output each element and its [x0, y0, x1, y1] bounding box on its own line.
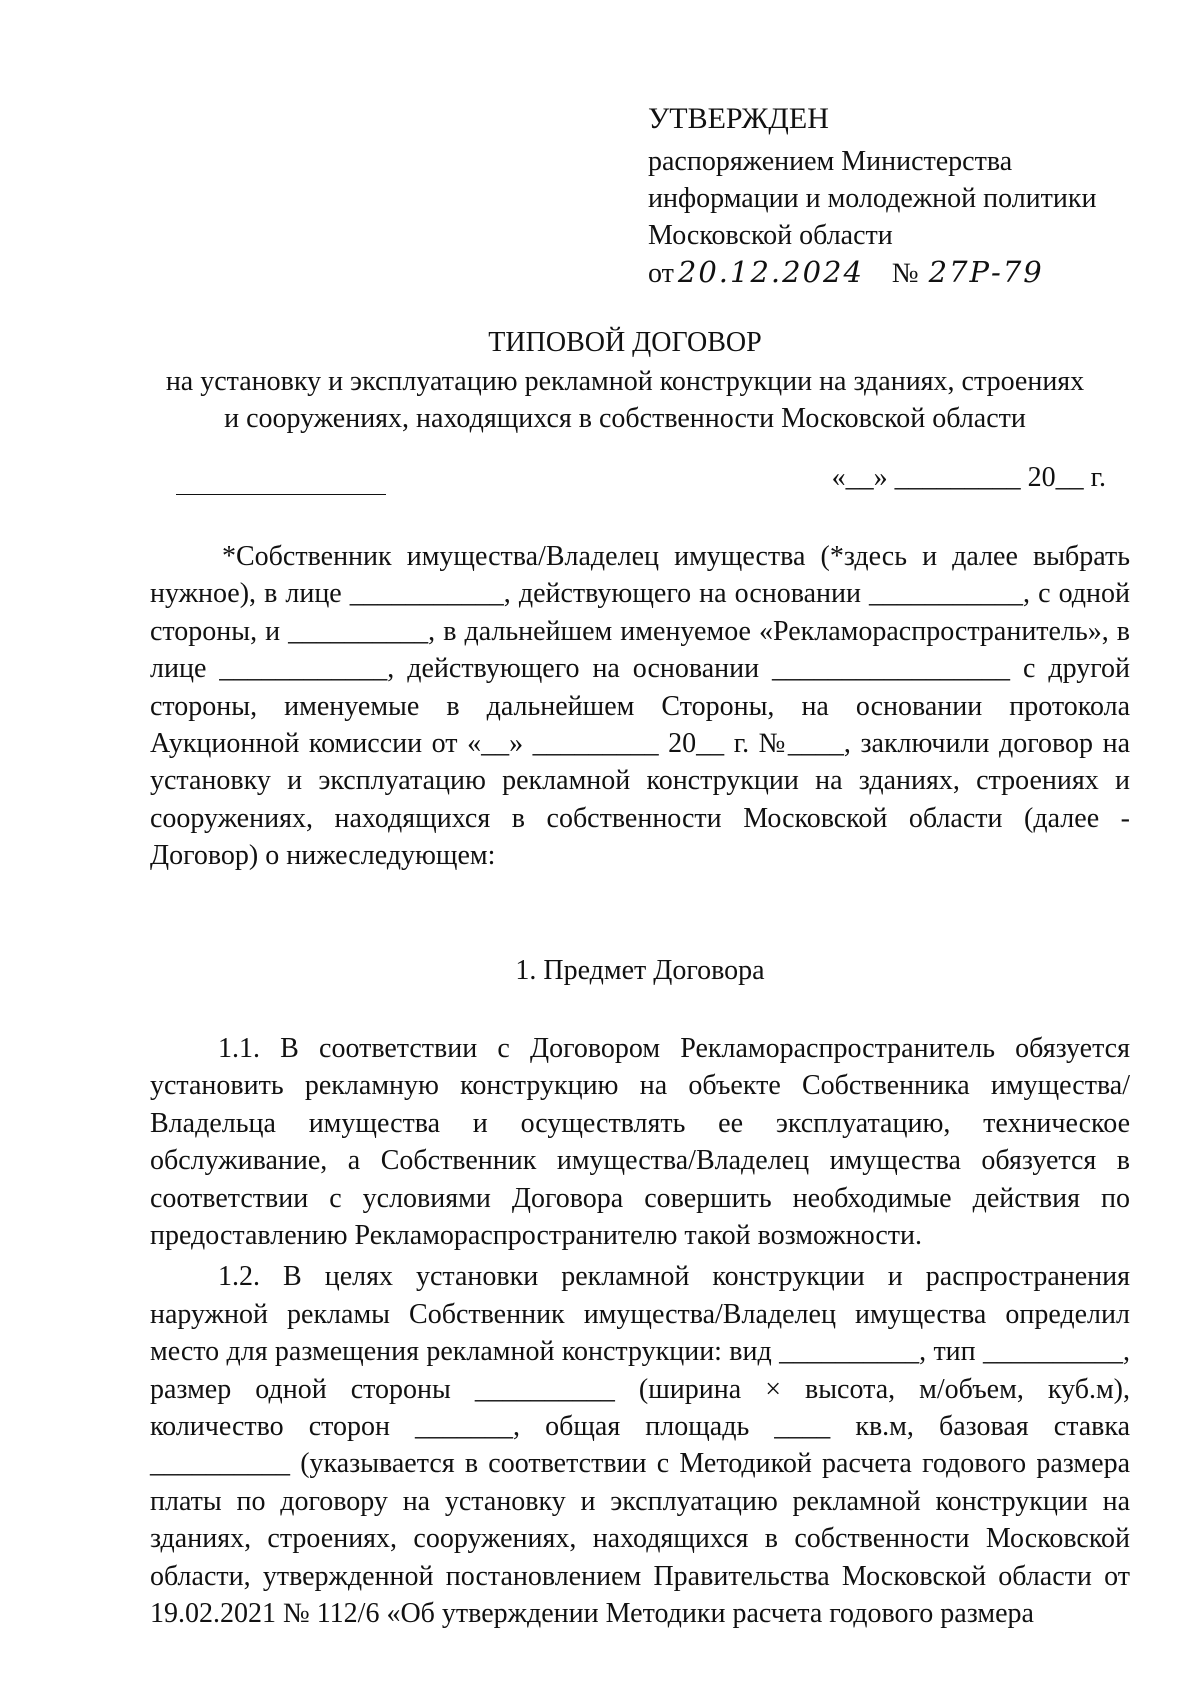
section-1-body — [150, 1030, 1130, 1633]
preamble-paragraph: *Собственник имущества/Владелец имущества (*здесь и далее выбрать нужное), в лице ___________, действующего на основании ___________, с одной стороны, и __________, в дальнейшем именуемое «Рекламораспространитель», в лице ____________, действующего на основании _________________ с другой стороны, именуемые в дальнейшем Стороны, на основании протокола Аукционной комиссии от «__» _________ 20__ г. №____, заключили договор на установку и эксплуатацию рекламной конструкции на зданиях, строениях и сооружениях, находящихся в собственности Московской области (далее - Договор) о нижеследующем: — [150, 541, 1130, 872]
approval-number-sign: № — [891, 258, 919, 289]
approval-date-line — [648, 254, 1096, 292]
contract-date-blank: «__» _________ 20__ г. — [831, 462, 1106, 493]
preamble — [150, 538, 1130, 875]
approval-date-prefix: от — [648, 258, 674, 289]
approval-handwritten-number: 27Р-79 — [928, 255, 1044, 289]
approval-heading: УТВЕРЖДЕН — [648, 102, 829, 135]
place-date-row — [176, 462, 1106, 500]
clause-1-1: 1.1. В соответствии с Договором Рекламораспространитель обязуется установить рекламную конструкцию на объекте Собственника имущества/Владельца имущества и осуществлять ее эксплуатацию, техническое обслуживание, а Собственник имущества/Владелец имущества обязуется в соответствии с условиями Договора совершить необходимые действия по предоставлению Рекламораспространителю такой возможности. — [150, 1033, 1130, 1252]
section-1-heading: 1. Предмет Договора — [515, 955, 765, 986]
contract-title-block — [150, 324, 1100, 437]
clause-1-2: 1.2. В целях установки рекламной конструкции и распространения наружной рекламы Собственник имущества/Владелец имущества определил место для размещения рекламной конструкции: вид __________, тип __________, размер одной стороны __________ (ширина × высота, м/объем, куб.м), количество сторон _______, общая площадь ____ кв.м, базовая ставка __________ (указывается в соответствии с Методикой расчета годового размера платы по договору на установку и эксплуатацию рекламной конструкции на зданиях, строениях, сооружениях, находящихся в собственности Московской области, утвержденной постановлением Правительства Московской области от 19.02.2021 № 112/6 «Об утверждении Методики расчета годового размера — [150, 1261, 1130, 1630]
place-blank-line — [176, 494, 386, 495]
approval-line-3: Московской области — [648, 220, 893, 251]
approval-handwritten-date: 20.12.2024 — [677, 255, 864, 289]
approval-stamp-block — [648, 100, 1096, 292]
contract-title: ТИПОВОЙ ДОГОВОР — [488, 327, 762, 358]
contract-subtitle-line-1: на установку и эксплуатацию рекламной конструкции на зданиях, строениях — [165, 366, 1085, 397]
approval-line-1: распоряжением Министерства — [648, 146, 1013, 177]
contract-subtitle-line-2: и сооружениях, находящихся в собственности Московской области — [224, 403, 1026, 434]
approval-line-2: информации и молодежной политики — [648, 183, 1097, 214]
